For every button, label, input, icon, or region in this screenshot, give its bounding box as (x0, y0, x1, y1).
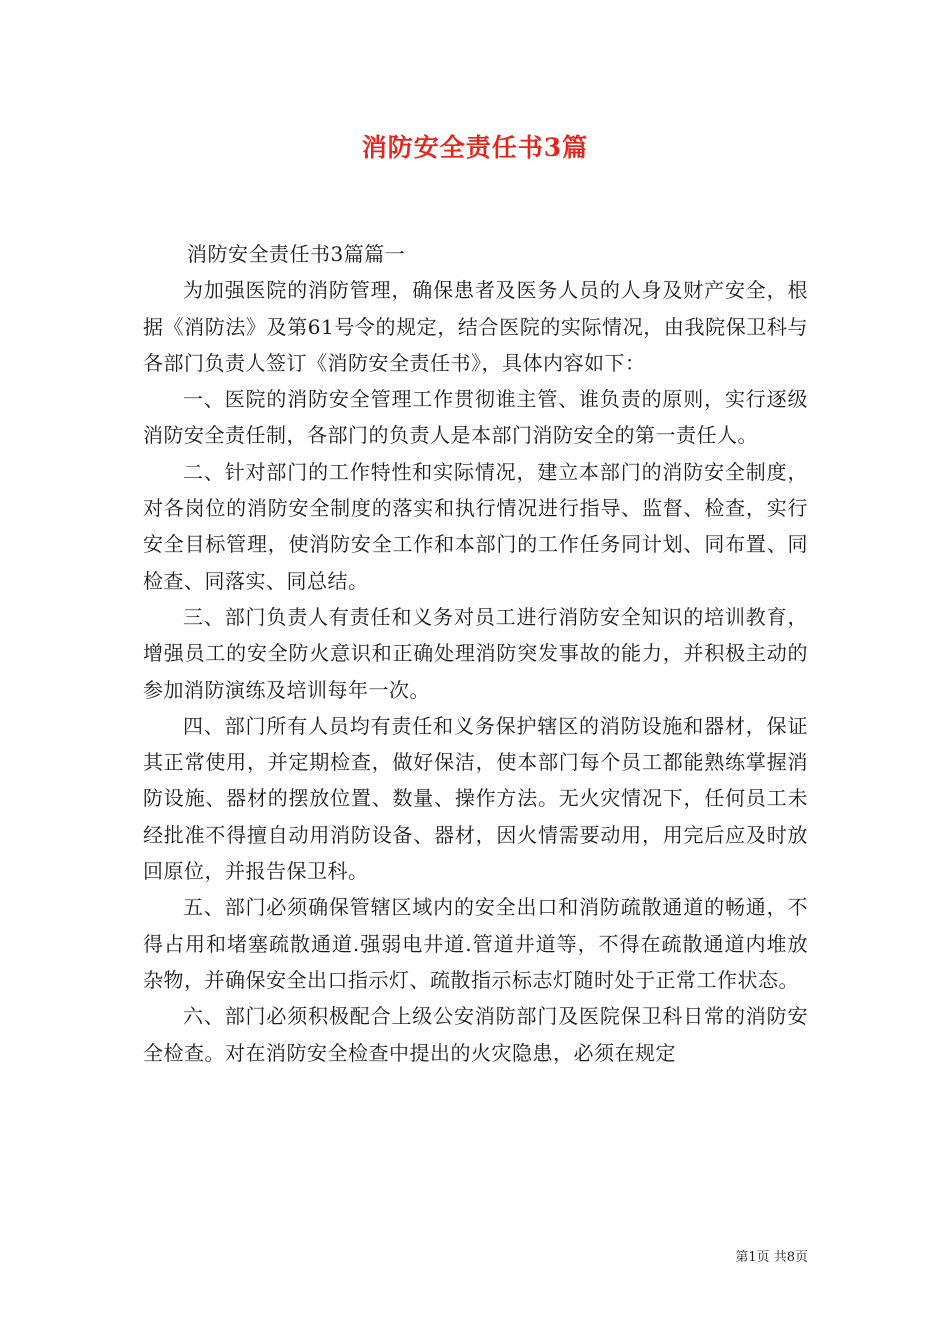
paragraph-intro: 为加强医院的消防管理，确保患者及医务人员的人身及财产安全，根据《消防法》及第61号令的规定，结合医院的实际情况，由我院保卫科与各部门负责人签订《消防安全责任书》，具体内容如下： (143, 278, 808, 375)
paragraph-item-4: 四、部门所有人员均有责任和义务保护辖区的消防设施和器材，保证其正常使用，并定期检查，做好保洁，使本部门每个员工都能熟练掌握消防设施、器材的摆放位置、数量、操作方法。无火灾情况下，任何员工未经批准不得擅自动用消防设备、器材，因火情需要动用，用完后应及时放回原位，并报告保卫科。 (143, 713, 808, 884)
paragraph-item-3: 三、部门负责人有责任和义务对员工进行消防安全知识的培训教育，增强员工的安全防火意识和正确处理消防突发事故的能力，并积极主动的参加消防演练及培训每年一次。 (143, 604, 808, 702)
paragraph-item-2: 二、针对部门的工作特性和实际情况，建立本部门的消防安全制度，对各岗位的消防安全制度的落实和执行情况进行指导、监督、检查，实行安全目标管理，使消防安全工作和本部门的工作任务同计划、同布置、同检查、同落实、同总结。 (143, 459, 808, 593)
document-body (143, 236, 808, 1071)
paragraph-item-1: 一、医院的消防安全管理工作贯彻谁主管、谁负责的原则，实行逐级消防安全责任制，各部门的负责人是本部门消防安全的第一责任人。 (143, 387, 808, 448)
document-title: 消防安全责任书3篇 (361, 133, 589, 162)
paragraph-item-5: 五、部门必须确保管辖区域内的安全出口和消防疏散通道的畅通，不得占用和堵塞疏散通道.强弱电井道.管道井道等，不得在疏散通道内堆放杂物，并确保安全出口指示灯、疏散指示标志灯随时处于正常工作状态。 (143, 895, 808, 992)
section-heading: 消防安全责任书3篇篇一 (187, 242, 406, 266)
paragraph-item-6: 六、部门必须积极配合上级公安消防部门及医院保卫科日常的消防安全检查。对在消防安全检查中提出的火灾隐患，必须在规定 (143, 1004, 808, 1065)
page-number: 第1页 共8页 (735, 1250, 808, 1265)
